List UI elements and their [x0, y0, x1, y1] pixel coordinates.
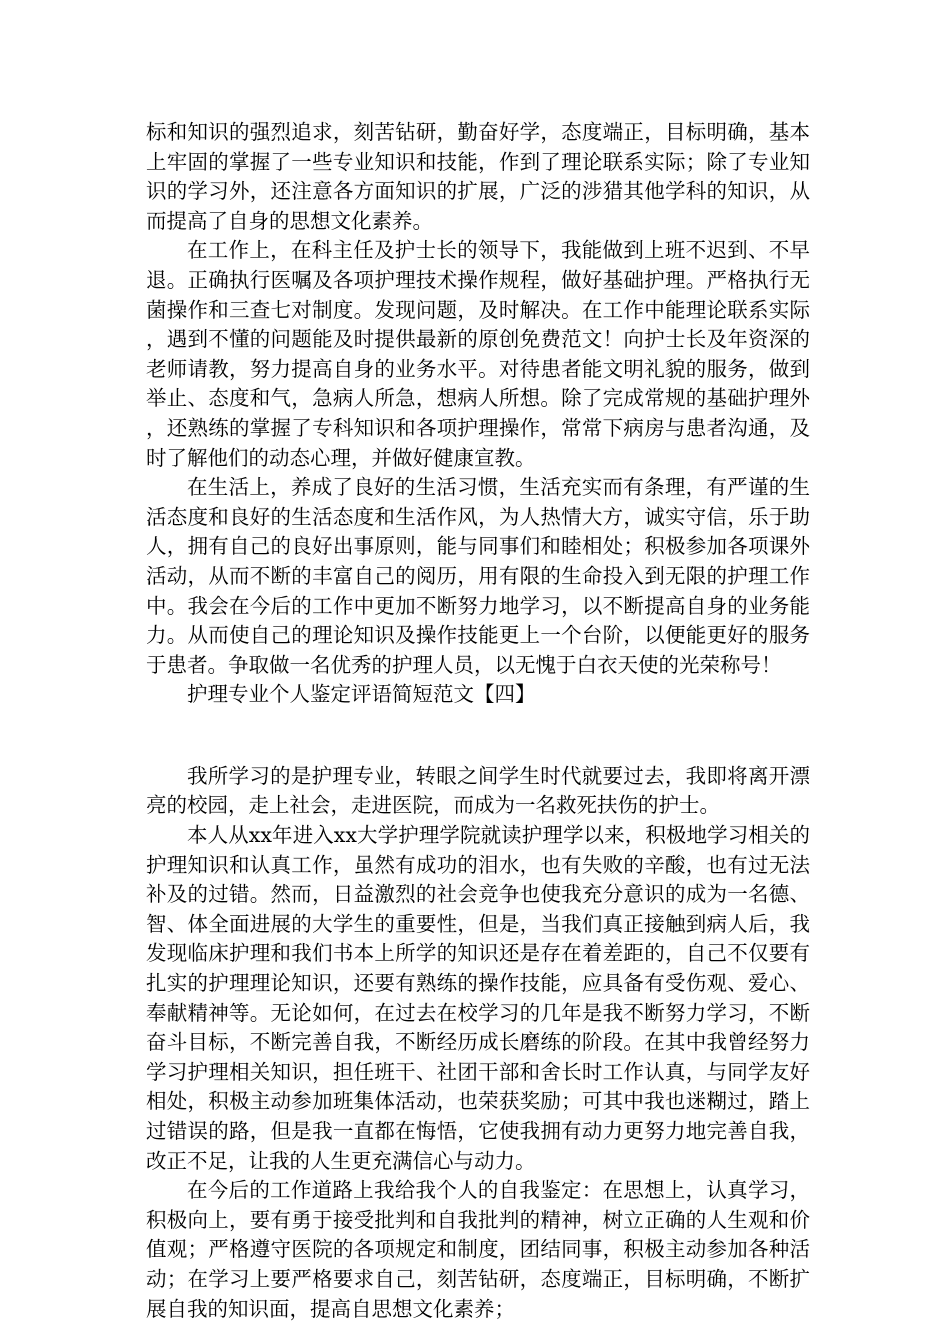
paragraph-work: 在工作上，在科主任及护士长的领导下，我能做到上班不迟到、不早退。正确执行医嘱及各项护理技术操作规程，做好基础护理。严格执行无菌操作和三查七对制度。发现问题，及时解决。在工作中能理论联系实际，遇到不懂的问题能及时提供最新的原创免费范文！向护士长及年资深的老师请教，努力提高自身的业务水平。对待患者能文明礼貌的服务，做到举止、态度和气，急病人所急，想病人所想。除了完成常规的基础护理外，还熟练的掌握了专科知识和各项护理操作，常常下病房与患者沟通，及时了解他们的动态心理，并做好健康宣教。 [146, 238, 810, 470]
paragraph-experience: 本人从xx年进入xx大学护理学院就读护理学以来，积极地学习相关的护理知识和认真工作，虽然有成功的泪水，也有失败的辛酸，也有过无法补及的过错。然而，日益激烈的社会竞争也使我充分意识的成为一名德、智、体全面进展的大学生的重要性，但是，当我们真正接触到病人后，我发现临床护理和我们书本上所学的知识还是存在着差距的，自己不仅要有扎实的护理理论知识，还要有熟练的操作技能，应具备有受伤观、爱心、奉献精神等。无论如何，在过去在校学习的几年是我不断努力学习，不断奋斗目标，不断完善自我，不断经历成长磨练的阶段。在其中我曾经努力学习护理相关知识，担任班干、社团干部和舍长时工作认真，与同学友好相处，积极主动参加班集体活动，也荣获奖励；可其中我也迷糊过，踏上过错误的路，但是我一直都在悔悟，它使我拥有动力更努力地完善自我，改正不足，让我的人生更充满信心与动力。 [146, 823, 810, 1173]
document-page [146, 118, 810, 1324]
paragraph-self-assessment: 在今后的工作道路上我给我个人的自我鉴定：在思想上，认真学习，积极向上，要有勇于接受批判和自我批判的精神，树立正确的人生观和价值观；严格遵守医院的各项规定和制度，团结同事，积极主动参加各种活动；在学习上要严格要求自己，刻苦钻研，态度端正，目标明确，不断扩展自我的知识面，提高自思想文化素养； [146, 1178, 810, 1321]
paragraph-intro: 我所学习的是护理专业，转眼之间学生时代就要过去，我即将离开漂亮的校园，走上社会，走进医院，而成为一名救死扶伤的护士。 [146, 763, 810, 818]
blank-line [146, 710, 810, 762]
paragraph-study-continued: 标和知识的强烈追求，刻苦钻研，勤奋好学，态度端正，目标明确，基本上牢固的掌握了一些专业知识和技能，作到了理论联系实际；除了专业知识的学习外，还注意各方面知识的扩展，广泛的涉猎其他学科的知识，从而提高了自身的思想文化素养。 [146, 120, 810, 233]
section-heading: 护理专业个人鉴定评语简短范文【四】 [187, 682, 536, 707]
paragraph-life: 在生活上，养成了良好的生活习惯，生活充实而有条理，有严谨的生活态度和良好的生活态度和生活作风，为人热情大方，诚实守信，乐于助人，拥有自己的良好出事原则，能与同事们和睦相处；积极参加各项课外活动，从而不断的丰富自己的阅历，用有限的生命投入到无限的护理工作中。我会在今后的工作中更加不断努力地学习，以不断提高自身的业务能力。从而使自己的理论知识及操作技能更上一个台阶，以便能更好的服务于患者。争取做一名优秀的护理人员，以无愧于白衣天使的光荣称号！ [146, 475, 810, 677]
